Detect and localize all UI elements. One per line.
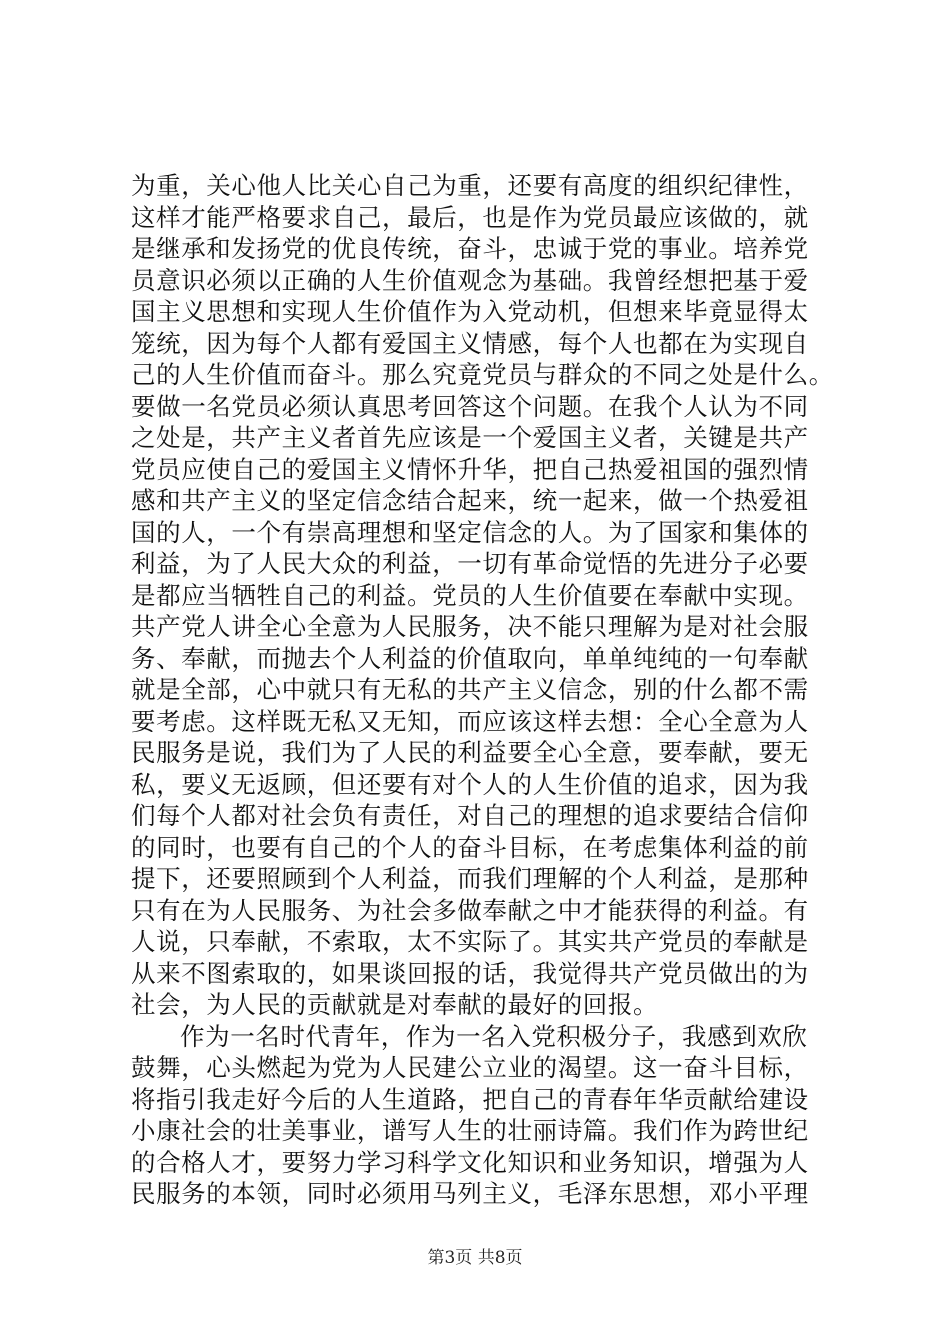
text-line: 民服务的本领，同时必须用马列主义，毛泽东思想，邓小平理 — [131, 1179, 809, 1208]
text-line: 是都应当牺牲自己的利益。党员的人生价值要在奉献中实现。 — [131, 580, 809, 610]
text-line: 鼓舞，心头燃起为党为人民建公立业的渴望。这一奋斗目标， — [131, 1053, 809, 1082]
text-line: 社会，为人民的贡献就是对奉献的最好的回报。 — [131, 990, 659, 1019]
text-line: 就是全部，心中就只有无私的共产主义信念，别的什么都不需 — [131, 675, 809, 704]
text-line: 感和共产主义的坚定信念结合起来，统一起来，做一个热爱祖 — [131, 486, 809, 515]
text-line: 这样才能严格要求自己，最后，也是作为党员最应该做的，就 — [131, 202, 809, 232]
text-line: 为重，关心他人比关心自己为重，还要有高度的组织纪律性， — [131, 171, 809, 200]
text-line: 只有在为人民服务、为社会多做奉献之中才能获得的利益。有 — [131, 895, 809, 925]
text-line: 利益，为了人民大众的利益，一切有革命觉悟的先进分子必要 — [131, 549, 809, 578]
text-line: 国主义思想和实现人生价值作为入党动机，但想来毕竟显得太 — [131, 297, 809, 326]
page-number-footer: 第3页 共8页 — [427, 1248, 523, 1268]
text-line: 们每个人都对社会负有责任，对自己的理想的追求要结合信仰 — [131, 801, 809, 830]
text-line: 将指引我走好今后的人生道路，把自己的青春年华贡献给建设 — [131, 1084, 809, 1114]
text-line: 的同时，也要有自己的个人的奋斗目标，在考虑集体利益的前 — [131, 832, 809, 862]
document-body — [131, 170, 834, 1210]
text-line: 要考虑。这样既无私又无知，而应该这样去想：全心全意为人 — [131, 706, 809, 736]
text-line: 的合格人才，要努力学习科学文化知识和业务知识，增强为人 — [131, 1147, 809, 1177]
text-line: 之处是，共产主义者首先应该是一个爱国主义者，关键是共产 — [131, 423, 809, 452]
paragraph-start-line: 作为一名时代青年，作为一名入党积极分子，我感到欢欣 — [180, 1021, 808, 1051]
text-line: 从来不图索取的，如果谈回报的话，我觉得共产党员做出的为 — [131, 958, 809, 988]
text-line: 人说，只奉献，不索取，太不实际了。其实共产党员的奉献是 — [131, 927, 809, 956]
text-line: 是继承和发扬党的优良传统，奋斗，忠诚于党的事业。培养党 — [131, 234, 809, 263]
text-line: 务、奉献，而抛去个人利益的价值取向，单单纯纯的一句奉献 — [131, 643, 809, 673]
text-line: 共产党人讲全心全意为人民服务，决不能只理解为是对社会服 — [131, 612, 809, 641]
text-line: 民服务是说，我们为了人民的利益要全心全意，要奉献，要无 — [131, 738, 809, 767]
text-line: 党员应使自己的爱国主义情怀升华，把自己热爱祖国的强烈情 — [131, 454, 809, 484]
text-line: 国的人，一个有崇高理想和坚定信念的人。为了国家和集体的 — [131, 517, 809, 547]
text-line: 笼统，因为每个人都有爱国主义情感，每个人也都在为实现自 — [131, 328, 809, 358]
text-line: 私，要义无返顾，但还要有对个人的人生价值的追求，因为我 — [131, 769, 809, 799]
text-line: 提下，还要照顾到个人利益，而我们理解的个人利益，是那种 — [131, 864, 809, 893]
text-line: 要做一名党员必须认真思考回答这个问题。在我个人认为不同 — [131, 391, 809, 421]
text-line: 员意识必须以正确的人生价值观念为基础。我曾经想把基于爱 — [131, 265, 809, 295]
text-line: 小康社会的壮美事业，谱写人生的壮丽诗篇。我们作为跨世纪 — [131, 1116, 809, 1145]
text-line: 己的人生价值而奋斗。那么究竟党员与群众的不同之处是什么。 — [131, 360, 834, 389]
